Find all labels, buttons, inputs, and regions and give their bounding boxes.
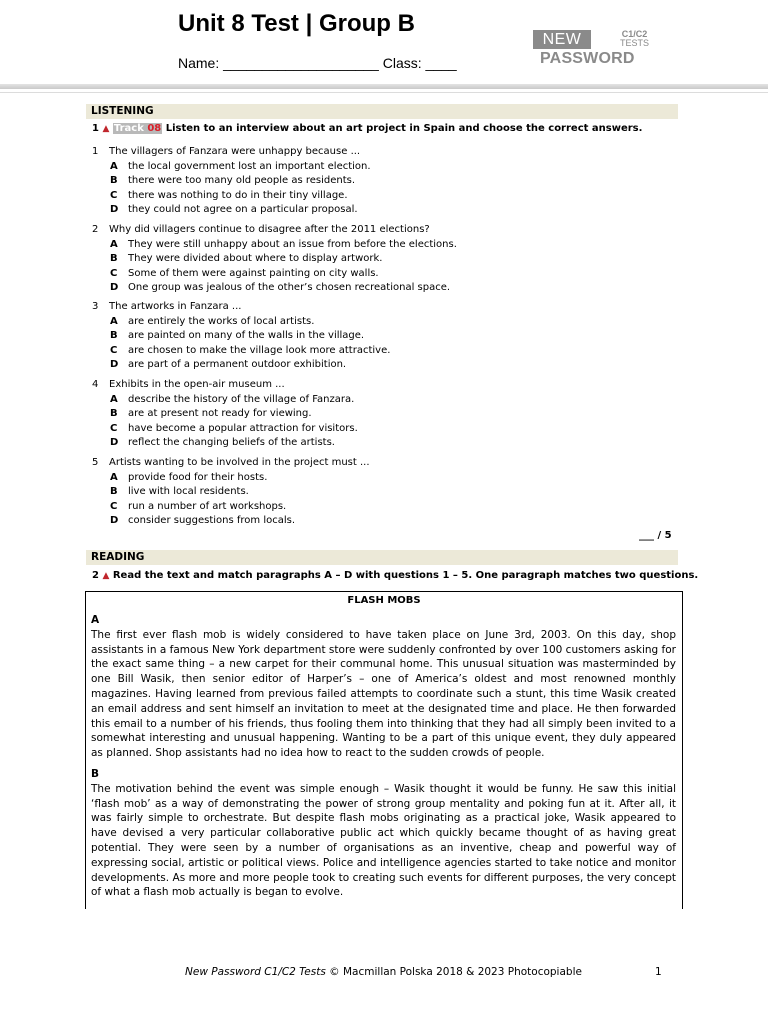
option-letter: B (110, 486, 118, 498)
option (92, 500, 370, 515)
option-text: reflect the changing beliefs of the artists. (128, 437, 335, 449)
option-letter: D (110, 204, 119, 216)
option (92, 160, 371, 175)
listening-section-bar (86, 104, 678, 119)
option (92, 315, 390, 330)
question-number: 2 (92, 224, 99, 235)
passage-title: FLASH MOBS (347, 595, 421, 606)
option-text: provide food for their hosts. (128, 471, 268, 483)
option-text: there was nothing to do in their tiny village. (128, 189, 348, 201)
question-number: 1 (92, 146, 99, 157)
option-text: describe the history of the village of Fanzara. (128, 393, 355, 405)
option (92, 358, 390, 373)
page-number: 1 (655, 966, 662, 978)
track-label: Track (113, 123, 144, 134)
track-badge (113, 123, 162, 134)
paragraph-label: B (91, 768, 100, 780)
paragraph-b (91, 767, 676, 900)
question-5 (92, 456, 370, 529)
option-text: live with local residents. (128, 486, 249, 498)
logo-password: PASSWORD (540, 50, 635, 67)
option-letter: A (110, 315, 118, 327)
page-title: Unit 8 Test | Group B (178, 10, 415, 37)
option-text: there were too many old people as residents. (128, 175, 356, 187)
logo-tests-text: TESTS (620, 38, 650, 48)
paragraph-label: A (91, 614, 100, 626)
option (92, 238, 457, 253)
option (92, 514, 370, 529)
option (92, 422, 358, 437)
option-text: the local government lost an important election. (128, 160, 371, 172)
option (92, 267, 457, 282)
question-text: Why did villagers continue to disagree after the 2011 elections? (109, 224, 430, 235)
option-letter: A (110, 160, 118, 172)
option (92, 393, 358, 408)
option-letter: C (110, 500, 118, 512)
option (92, 344, 390, 359)
option-text: are entirely the works of local artists. (128, 315, 315, 327)
option-text: Some of them were against painting on city walls. (128, 267, 379, 279)
option-letter: A (110, 393, 118, 405)
option (92, 471, 370, 486)
paragraph-a (91, 613, 676, 761)
listening-instruction (92, 123, 642, 134)
option-letter: C (110, 344, 118, 356)
reading-instruction (92, 570, 698, 581)
option-text: they could not agree on a particular proposal. (128, 204, 358, 216)
question-number: 5 (92, 457, 99, 468)
option (92, 407, 358, 422)
reading-section-label: READING (91, 551, 145, 563)
option-letter: B (110, 253, 118, 265)
option (92, 436, 358, 451)
option (92, 252, 457, 267)
option (92, 203, 371, 218)
footer-publication: New Password C1/C2 Tests (185, 966, 326, 978)
question-1 (92, 145, 371, 218)
option-text: are at present not ready for viewing. (128, 408, 312, 420)
header-divider (0, 84, 768, 89)
name-class-line: Name: ____________________ Class: ____ (178, 55, 457, 71)
option (92, 174, 371, 189)
option-letter: C (110, 267, 118, 279)
instruction-text: Read the text and match paragraphs A – D with questions 1 – 5. One paragraph matches two questions. (112, 570, 699, 581)
task-number: 2 (92, 570, 99, 581)
question-3 (92, 300, 390, 373)
option-letter: D (110, 359, 119, 371)
question-text: The villagers of Fanzara were unhappy because ... (109, 146, 361, 157)
option (92, 189, 371, 204)
footer-rights: © Macmillan Polska 2018 & 2023 Photocopiable (329, 966, 582, 978)
option-letter: B (110, 408, 118, 420)
graduation-cap-icon: ▲ (102, 124, 110, 134)
option-letter: D (110, 437, 119, 449)
option-text: run a number of art workshops. (128, 500, 287, 512)
option-text: have become a popular attraction for visitors. (128, 422, 358, 434)
option-letter: A (110, 471, 118, 483)
option (92, 281, 457, 296)
option-text: One group was jealous of the other’s chosen recreational space. (128, 282, 451, 294)
option-letter: D (110, 282, 119, 294)
paragraph-text: The motivation behind the event was simple enough – Wasik thought it would be funny. He saw this initial ‘flash mob’ as a way of demonstrating the power of strong group mentality and poking fun at it. After all, it was fairly simple to orchestrate. But despite flash mobs originating as a practical joke, Wasik appeared to have devised a very particular collaborative public act which quickly became thought of as having great potential. They were seen by a number of organisations as an inventive, cheap and powerful way of expressing social, artistic or political views. Police and intelligence agencies started to take notice and monitor developments. As more and more people took to creating such events for different purposes, the very concept of what a flash mob actually is began to evolve. (91, 782, 676, 899)
option (92, 329, 390, 344)
question-4 (92, 378, 358, 451)
option-letter: D (110, 515, 119, 527)
question-number: 3 (92, 301, 99, 312)
listening-score: ___ / 5 (639, 530, 672, 541)
question-text: The artworks in Fanzara ... (109, 301, 242, 312)
question-number: 4 (92, 379, 99, 390)
footer-copyright (185, 966, 582, 978)
option-letter: C (110, 422, 118, 434)
logo-level-text: C1/C2 (621, 29, 648, 39)
track-number: 08 (147, 123, 162, 134)
option-text: They were still unhappy about an issue from before the elections. (128, 238, 457, 250)
graduation-cap-icon: ▲ (102, 571, 110, 581)
listening-section-label: LISTENING (91, 105, 154, 117)
question-2 (92, 223, 457, 296)
option-letter: A (110, 238, 118, 250)
logo-level (620, 30, 649, 48)
option-letter: B (110, 330, 118, 342)
reading-section-bar (86, 550, 678, 565)
instruction-text: Listen to an interview about an art project in Spain and choose the correct answers. (165, 123, 643, 134)
paragraph-text: The first ever flash mob is widely considered to have taken place on June 3rd, 2003. On this day, shop assistants in a famous New York department store were suddenly confronted by over 100 customers asking for the exact same thing – a new carpet for their communal home. This unusual situation was masterminded by one Bill Wasik, then senior editor of Harper’s – one of America’s oldest and most renowned monthly magazines. Having learned from previous failed attempts to coordinate such a stunt, this time Wasik created an email address and sent himself an invitation to meet at the designated time and place. He then forwarded this email to a number of his friends, thus fooling them into thinking that they had all simply been invited to a somewhat interesting and unusual happening. Wanting to be a part of this unique event, they duly appeared as planned. Shop assistants had no idea how to react to the sudden crowds of people. (91, 628, 676, 760)
option-letter: B (110, 175, 118, 187)
option-text: are part of a permanent outdoor exhibition. (128, 359, 347, 371)
question-text: Exhibits in the open-air museum ... (109, 379, 285, 390)
option-text: are chosen to make the village look more attractive. (128, 344, 391, 356)
option-text: are painted on many of the walls in the village. (128, 330, 365, 342)
option-letter: C (110, 189, 118, 201)
question-text: Artists wanting to be involved in the project must ... (109, 457, 370, 468)
logo-new: NEW (533, 30, 591, 49)
header-divider-thin (0, 92, 768, 93)
option-text: consider suggestions from locals. (128, 515, 296, 527)
option-text: They were divided about where to display artwork. (128, 253, 383, 265)
option (92, 485, 370, 500)
task-number: 1 (92, 123, 99, 134)
